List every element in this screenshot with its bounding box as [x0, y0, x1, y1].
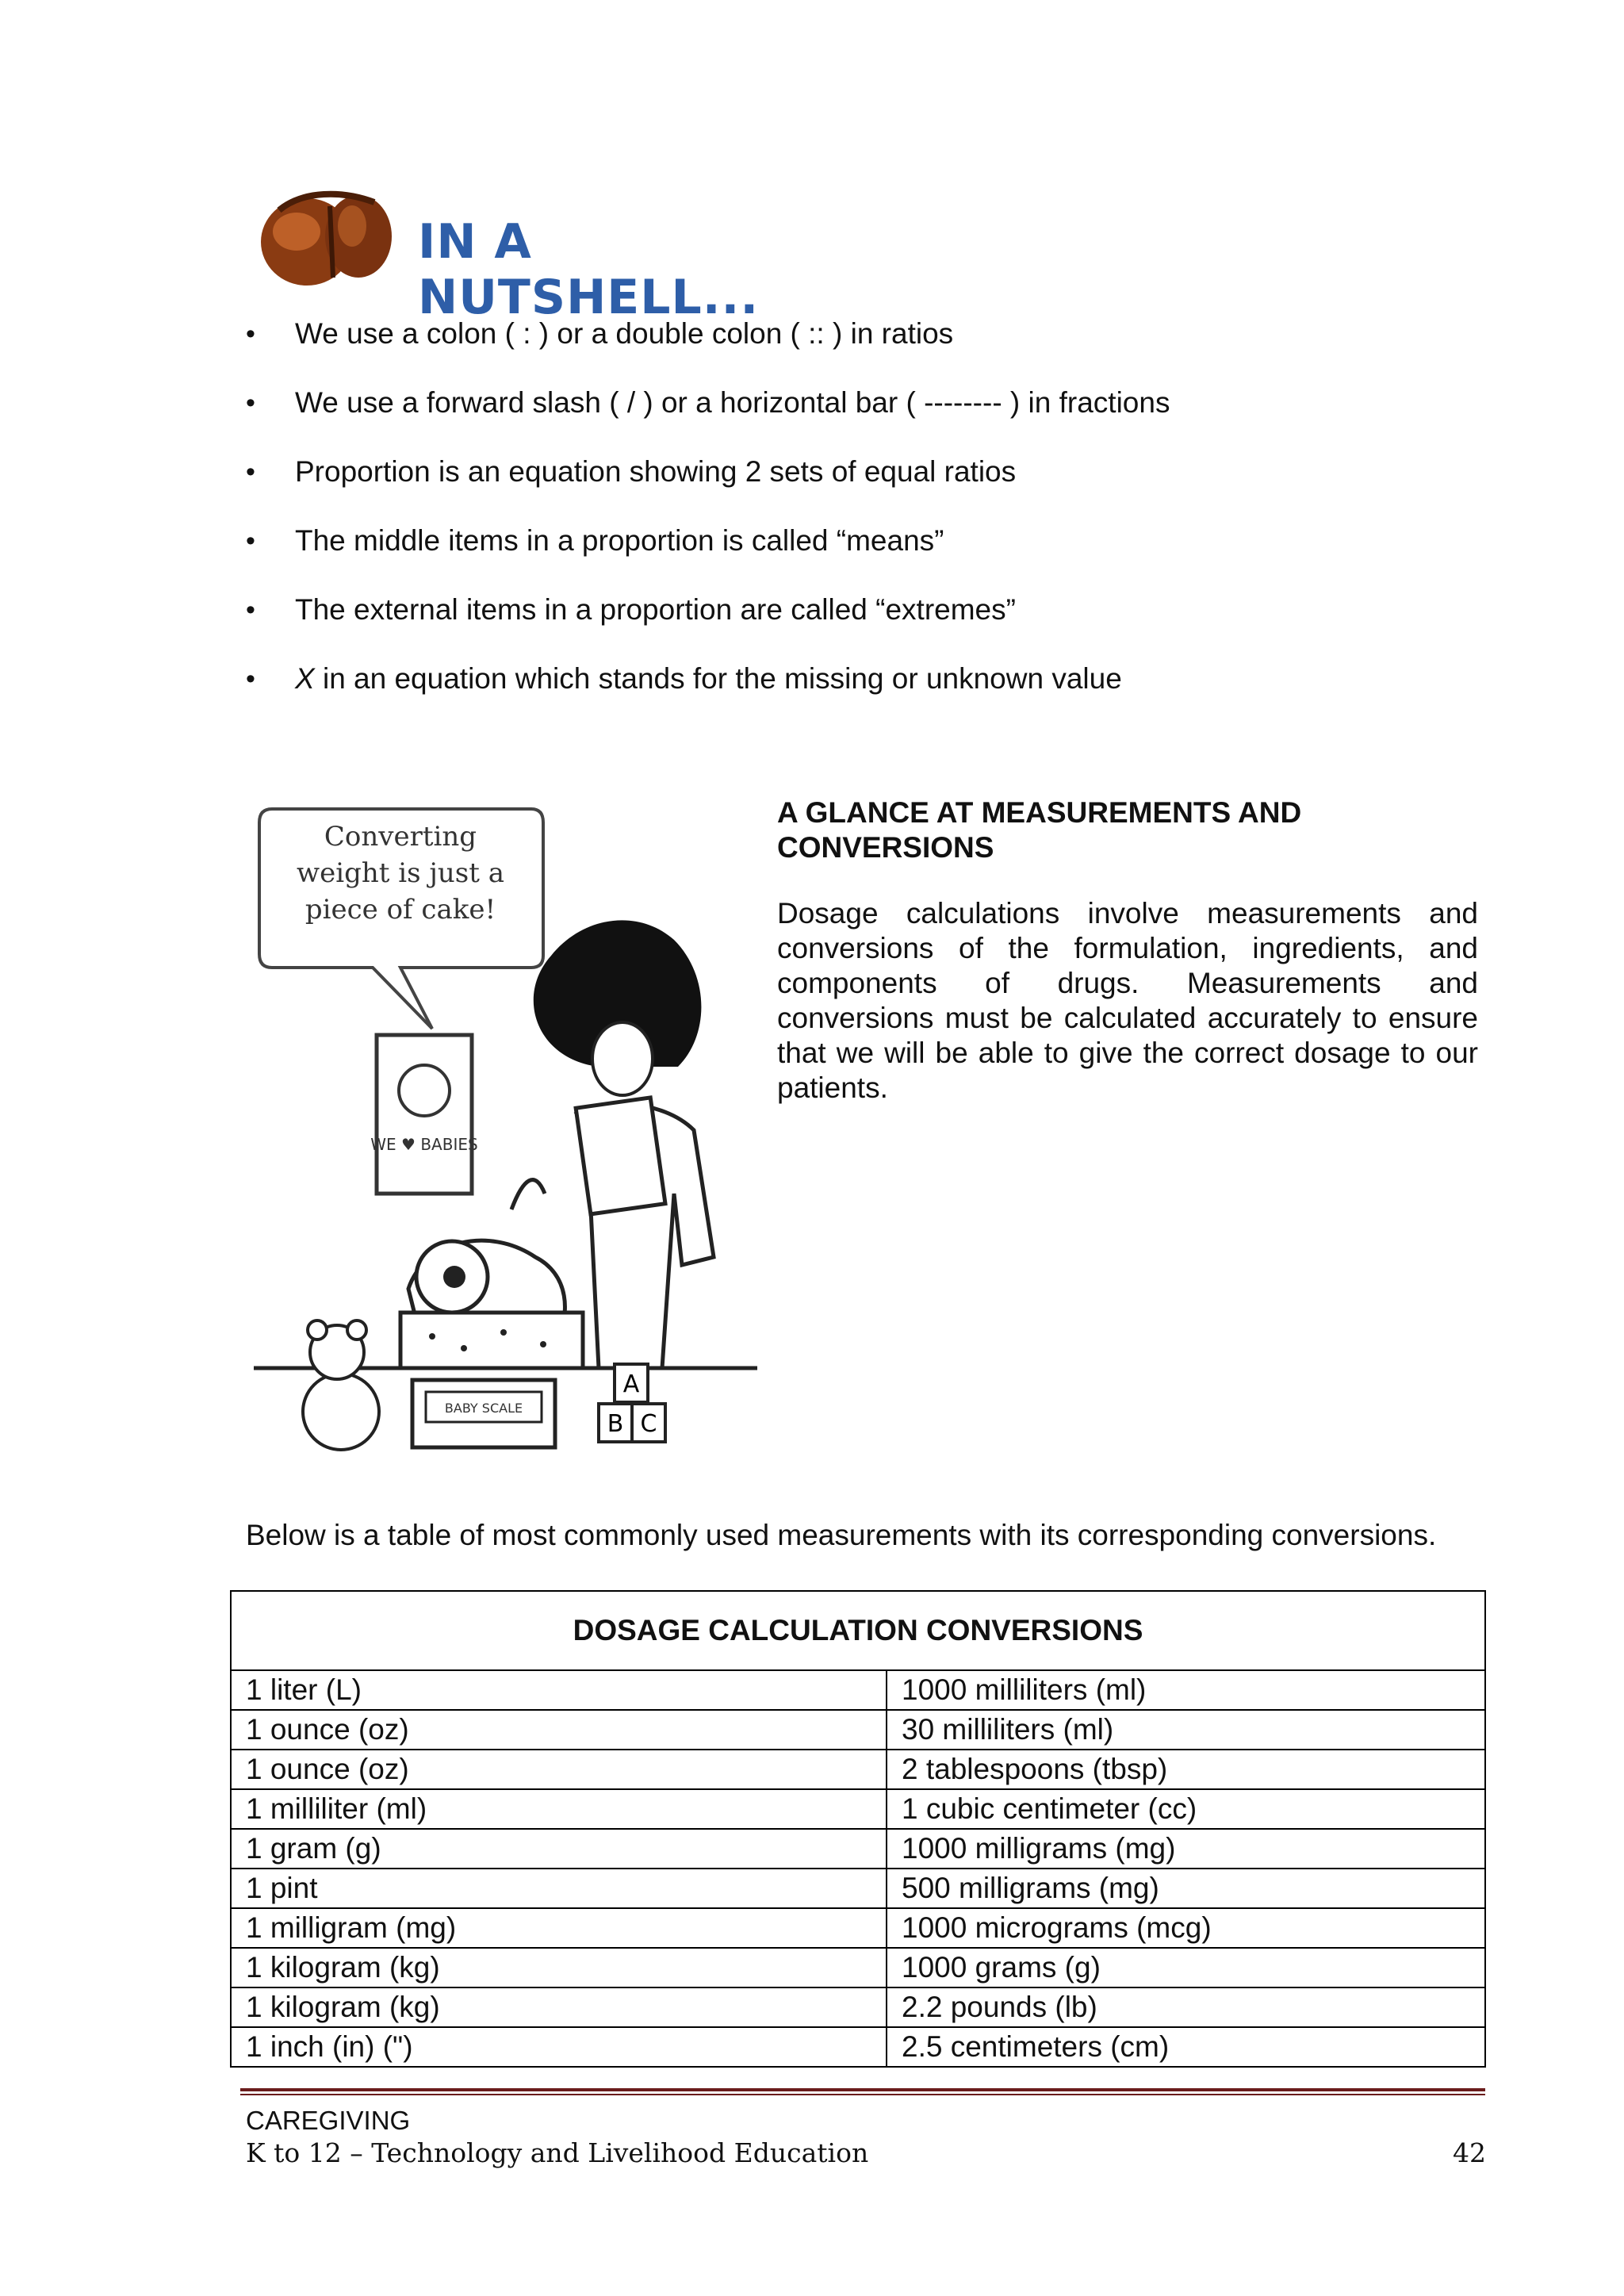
poster-text: WE ♥ BABIES	[370, 1135, 478, 1154]
footer-divider	[240, 2088, 1485, 2095]
table-cell: 1000 micrograms (mcg)	[887, 1908, 1485, 1948]
bullet-icon: •	[246, 388, 255, 418]
block-b: B	[607, 1410, 624, 1438]
list-item	[243, 658, 1480, 727]
section-title: IN A NUTSHELL...	[418, 214, 760, 325]
table-row	[231, 1710, 1485, 1750]
table-cell: 1 kilogram (kg)	[231, 1987, 887, 2027]
footer-subject: CAREGIVING	[246, 2106, 411, 2135]
list-item-text: The middle items in a proportion is called “means”	[295, 524, 944, 557]
list-item-text: We use a forward slash ( / ) or a horizontal bar ( -------- ) in fractions	[295, 386, 1170, 419]
table-intro: Below is a table of most commonly used measurements with its corresponding conversions.	[246, 1519, 1437, 1551]
scale-tray	[400, 1313, 583, 1368]
table-title: DOSAGE CALCULATION CONVERSIONS	[231, 1591, 1485, 1670]
summary-list	[243, 313, 1480, 727]
hazelnut-icon	[247, 167, 414, 301]
table-row	[231, 1987, 1485, 2027]
table-cell: 1 milliliter (ml)	[231, 1789, 887, 1829]
section-logo	[247, 167, 850, 325]
bullet-icon: •	[246, 526, 255, 556]
table-cell: 2.5 centimeters (cm)	[887, 2027, 1485, 2067]
table-cell: 1 inch (in) (")	[231, 2027, 887, 2067]
table-cell: 1 pint	[231, 1869, 887, 1908]
scale-label: BABY SCALE	[444, 1401, 523, 1416]
table-row	[231, 1670, 1485, 1710]
list-item	[243, 382, 1480, 451]
table-cell: 1000 milligrams (mg)	[887, 1829, 1485, 1869]
table-cell: 1 ounce (oz)	[231, 1750, 887, 1789]
glance-paragraph: Dosage calculations involve measurements and conversions of the formulation, ingredients, and components of drugs. Measurements and conversions must be calculated accurately to ensure that we will be able to give the correct dosage to our patients.	[777, 897, 1478, 1104]
bullet-icon: •	[246, 664, 255, 694]
table-cell: 1 kilogram (kg)	[231, 1948, 887, 1987]
list-item	[243, 520, 1480, 589]
table-row	[231, 1789, 1485, 1829]
list-item-text: in an equation which stands for the missing or unknown value	[314, 662, 1122, 695]
table-row	[231, 1829, 1485, 1869]
table-cell: 500 milligrams (mg)	[887, 1869, 1485, 1908]
table-cell: 2.2 pounds (lb)	[887, 1987, 1485, 2027]
table-row	[231, 1750, 1485, 1789]
block-a: A	[622, 1370, 640, 1398]
clipboard	[576, 1098, 665, 1214]
variable-x: X	[295, 662, 315, 695]
table-cell: 1000 milliliters (ml)	[887, 1670, 1485, 1710]
list-item-text: The external items in a proportion are called “extremes”	[295, 593, 1016, 626]
table-cell: 1 liter (L)	[231, 1670, 887, 1710]
bubble-text: Converting weight is just a piece of cake!	[297, 821, 504, 926]
glance-heading: A GLANCE AT MEASUREMENTS AND CONVERSIONS	[777, 796, 1302, 864]
list-item-text: We use a colon ( : ) or a double colon ( :: ) in ratios	[295, 317, 954, 350]
list-item	[243, 451, 1480, 520]
table-row	[231, 1948, 1485, 1987]
table-cell: 1 gram (g)	[231, 1829, 887, 1869]
conversion-table	[230, 1590, 1486, 2068]
table-cell: 1000 grams (g)	[887, 1948, 1485, 1987]
list-item-text: Proportion is an equation showing 2 sets of equal ratios	[295, 455, 1017, 488]
list-item	[243, 313, 1480, 382]
table-cell: 1 milligram (mg)	[231, 1908, 887, 1948]
table-row	[231, 1869, 1485, 1908]
table-row	[231, 1908, 1485, 1948]
table-cell: 30 milliliters (ml)	[887, 1710, 1485, 1750]
page-number: 42	[1453, 2137, 1486, 2168]
table-row	[231, 2027, 1485, 2067]
block-c: C	[640, 1410, 657, 1438]
footer-course: K to 12 – Technology and Livelihood Education	[246, 2137, 869, 2168]
teddy-bear	[303, 1374, 379, 1450]
bullet-icon: •	[246, 457, 255, 487]
table-cell: 2 tablespoons (tbsp)	[887, 1750, 1485, 1789]
bullet-icon: •	[246, 595, 255, 625]
table-cell: 1 cubic centimeter (cc)	[887, 1789, 1485, 1829]
table-cell: 1 ounce (oz)	[231, 1710, 887, 1750]
bullet-icon: •	[246, 319, 255, 349]
list-item	[243, 589, 1480, 658]
